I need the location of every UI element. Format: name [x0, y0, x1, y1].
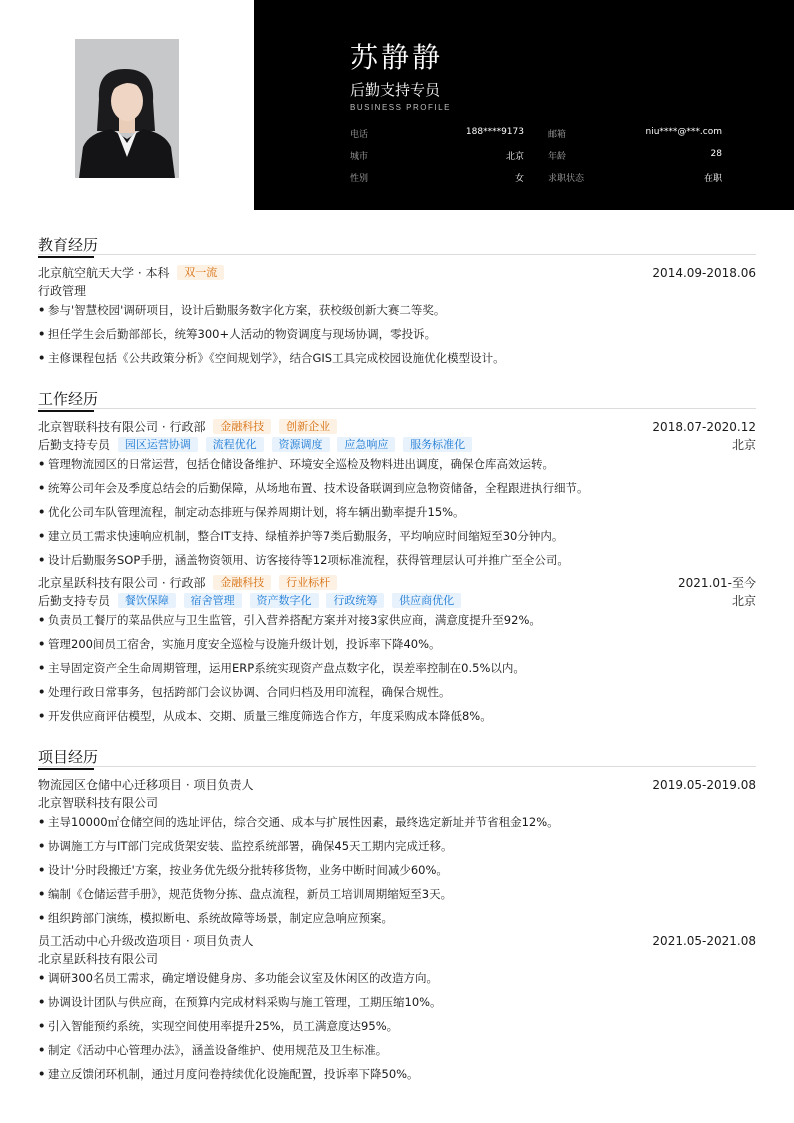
project-entry-header: [38, 933, 756, 949]
bullet-text: 协调施工方与IT部门完成货架安装、监控系统部署，确保45天工期内完成迁移。: [48, 839, 453, 853]
profile-info-panel: [254, 0, 794, 210]
list-item: • 协调设计团队与供应商，在预算内完成材料采购与施工管理，工期压缩10%。: [38, 995, 442, 1009]
bullet-text: 负责员工餐厅的菜品供应与卫生监管，引入营养搭配方案并对接3家供应商，满意度提升至92%。: [48, 613, 541, 627]
candidate-name: 苏静静: [350, 41, 444, 74]
school-tag: 双一流: [177, 265, 224, 280]
bullet-text: 参与'智慧校园'调研项目，设计后勤服务数字化方案，获校级创新大赛二等奖。: [48, 303, 446, 317]
work-date: 2021.01-至今: [678, 576, 756, 590]
work-role: 后勤支持专员: [38, 594, 111, 608]
info-label: 年龄: [548, 152, 567, 162]
list-item: • 负责员工餐厅的菜品供应与卫生监管，引入营养搭配方案并对接3家供应商，满意度提升至92%。: [38, 613, 541, 627]
skill-tag: 行政统筹: [326, 593, 384, 608]
info-label: 电话: [350, 130, 369, 140]
section-divider: [38, 408, 756, 409]
profile-photo: [75, 39, 179, 178]
project-org: [38, 951, 756, 967]
section-title-text: 工作经历: [38, 390, 99, 408]
info-label: 城市: [350, 152, 369, 162]
info-value: niu****@***.com: [645, 127, 722, 137]
project-org: [38, 795, 756, 811]
bullet-text: 引入智能预约系统，实现空间使用率提升25%，员工满意度达95%。: [48, 1019, 399, 1033]
education-date: 2014.09-2018.06: [652, 266, 756, 280]
project-date: 2021.05-2021.08: [652, 934, 756, 948]
company-tag: 行业标杆: [279, 575, 337, 590]
bullet-text: 主修课程包括《公共政策分析》《空间规划学》，结合GIS工具完成校园设施优化模型设计。: [48, 351, 505, 365]
skill-tag: 餐饮保障: [118, 593, 176, 608]
list-item: • 设计后勤服务SOP手册，涵盖物资领用、访客接待等12项标准流程，获得管理层认可并推广至全公司。: [38, 553, 569, 567]
section-title-text: 项目经历: [38, 748, 99, 766]
education-entry-header: [38, 265, 756, 281]
info-value: 北京: [505, 152, 524, 162]
section-divider: [38, 254, 756, 255]
list-item: • 制定《活动中心管理办法》，涵盖设备维护、使用规范及卫生标准。: [38, 1043, 388, 1057]
bullet-text: 制定《活动中心管理办法》，涵盖设备维护、使用规范及卫生标准。: [48, 1043, 388, 1057]
work-role: 后勤支持专员: [38, 438, 111, 452]
list-item: • 优化公司车队管理流程，制定动态排班与保养周期计划，将车辆出勤率提升15%。: [38, 505, 465, 519]
skill-tag: 资源调度: [272, 437, 330, 452]
company-tag: 金融科技: [213, 419, 271, 434]
bullet-text: 统筹公司年会及季度总结会的后勤保障，从场地布置、技术设备联调到应急物资储备，全程跟进执行细节。: [48, 481, 589, 495]
project-entry-header: [38, 777, 756, 793]
bullet-text: 设计'分时段搬迁'方案，按业务优先级分批转移货物，业务中断时间减少60%。: [48, 863, 448, 877]
section-underline: [38, 256, 94, 258]
skill-tag: 服务标准化: [403, 437, 472, 452]
bullet-text: 建立反馈闭环机制，通过月度问卷持续优化设施配置，投诉率下降50%。: [48, 1067, 419, 1081]
list-item: • 管理物流园区的日常运营，包括仓储设备维护、环境安全巡检及物料进出调度，确保仓库高效运转。: [38, 457, 554, 471]
bullet-text: 协调设计团队与供应商，在预算内完成材料采购与施工管理，工期压缩10%。: [48, 995, 442, 1009]
list-item: • 建立反馈闭环机制，通过月度问卷持续优化设施配置，投诉率下降50%。: [38, 1067, 419, 1081]
work-city: 北京: [731, 438, 756, 452]
info-value: 28: [710, 149, 722, 159]
project-date: 2019.05-2019.08: [652, 778, 756, 792]
section-underline: [38, 768, 94, 770]
education-major: [38, 283, 756, 299]
bullet-text: 设计后勤服务SOP手册，涵盖物资领用、访客接待等12项标准流程，获得管理层认可并推广至全公司。: [48, 553, 569, 567]
bullet-text: 主导10000㎡仓储空间的选址评估，综合交通、成本与扩展性因素，最终选定新址并节省租金12%。: [48, 815, 559, 829]
info-label: 邮箱: [548, 130, 567, 140]
project-title: 物流园区仓储中心迁移项目 · 项目负责人: [38, 778, 254, 792]
skill-tag: 供应商优化: [392, 593, 461, 608]
bullet-text: 组织跨部门演练，模拟断电、系统故障等场景，制定应急响应预案。: [48, 911, 393, 925]
bullet-text: 管理200间员工宿舍，实施月度安全巡检与设施升级计划，投诉率下降40%。: [48, 637, 441, 651]
bullet-text: 主导固定资产全生命周期管理，运用ERP系统实现资产盘点数字化，误差率控制在0.5%以内。: [48, 661, 525, 675]
portrait-image: [75, 39, 179, 178]
section-title-text: 教育经历: [38, 236, 99, 254]
project-org-text: 北京智联科技有限公司: [38, 796, 159, 810]
work-role-row: [38, 593, 756, 609]
info-value: 188****9173: [465, 127, 524, 137]
section-title-work: [38, 388, 98, 409]
list-item: • 处理行政日常事务，包括跨部门会议协调、合同归档及用印流程，确保合规性。: [38, 685, 451, 699]
bullet-text: 管理物流园区的日常运营，包括仓储设备维护、环境安全巡检及物料进出调度，确保仓库高效运转。: [48, 457, 554, 471]
list-item: • 主修课程包括《公共政策分析》《空间规划学》，结合GIS工具完成校园设施优化模型设计。: [38, 351, 505, 365]
work-city: 北京: [731, 594, 756, 608]
list-item: • 管理200间员工宿舍，实施月度安全巡检与设施升级计划，投诉率下降40%。: [38, 637, 441, 651]
section-title-education: [38, 234, 98, 255]
company-tag: 创新企业: [279, 419, 337, 434]
bullet-text: 开发供应商评估模型，从成本、交期、质量三维度筛选合作方，年度采购成本降低8%。: [48, 709, 492, 723]
project-org-text: 北京星跃科技有限公司: [38, 952, 159, 966]
list-item: • 编制《仓储运营手册》，规范货物分拣、盘点流程，新员工培训周期缩短至3天。: [38, 887, 453, 901]
section-underline: [38, 410, 94, 412]
list-item: • 统筹公司年会及季度总结会的后勤保障，从场地布置、技术设备联调到应急物资储备，全程跟进执行细节。: [38, 481, 589, 495]
work-company: 北京星跃科技有限公司 · 行政部: [38, 576, 206, 590]
work-entry-header: [38, 419, 756, 435]
info-label: 求职状态: [548, 174, 585, 184]
bullet-text: 编制《仓储运营手册》，规范货物分拣、盘点流程，新员工培训周期缩短至3天。: [48, 887, 453, 901]
bullet-text: 调研300名员工需求，确定增设健身房、多功能会议室及休闲区的改造方向。: [48, 971, 438, 985]
skill-tag: 宿舍管理: [184, 593, 242, 608]
bullet-text: 处理行政日常事务，包括跨部门会议协调、合同归档及用印流程，确保合规性。: [48, 685, 451, 699]
info-value: 女: [514, 174, 524, 184]
major-text: 行政管理: [38, 284, 87, 298]
list-item: • 主导10000㎡仓储空间的选址评估，综合交通、成本与扩展性因素，最终选定新址并节省租金12%。: [38, 815, 559, 829]
list-item: • 开发供应商评估模型，从成本、交期、质量三维度筛选合作方，年度采购成本降低8%。: [38, 709, 492, 723]
info-value: 在职: [703, 174, 722, 184]
list-item: • 主导固定资产全生命周期管理，运用ERP系统实现资产盘点数字化，误差率控制在0.5%以内。: [38, 661, 525, 675]
list-item: • 协调施工方与IT部门完成货架安装、监控系统部署，确保45天工期内完成迁移。: [38, 839, 453, 853]
bullet-text: 建立员工需求快速响应机制，整合IT支持、绿植养护等7类后勤服务，平均响应时间缩短至30分钟内。: [48, 529, 564, 543]
list-item: • 设计'分时段搬迁'方案，按业务优先级分批转移货物，业务中断时间减少60%。: [38, 863, 448, 877]
work-date: 2018.07-2020.12: [652, 420, 756, 434]
candidate-job-title: 后勤支持专员: [350, 81, 441, 99]
section-divider: [38, 766, 756, 767]
list-item: • 担任学生会后勤部部长，统筹300+人活动的物资调度与现场协调，零投诉。: [38, 327, 437, 341]
profile-header: [0, 0, 794, 210]
bullet-text: 担任学生会后勤部部长，统筹300+人活动的物资调度与现场协调，零投诉。: [48, 327, 437, 341]
list-item: • 参与'智慧校园'调研项目，设计后勤服务数字化方案，获校级创新大赛二等奖。: [38, 303, 446, 317]
skill-tag: 应急响应: [337, 437, 395, 452]
list-item: • 组织跨部门演练，模拟断电、系统故障等场景，制定应急响应预案。: [38, 911, 393, 925]
skill-tag: 资产数字化: [250, 593, 319, 608]
work-entry-header: [38, 575, 756, 591]
profile-subtitle: BUSINESS PROFILE: [350, 103, 451, 112]
skill-tag: 流程优化: [206, 437, 264, 452]
education-school: 北京航空航天大学 · 本科: [38, 266, 170, 280]
info-label: 性别: [350, 174, 369, 184]
bullet-text: 优化公司车队管理流程，制定动态排班与保养周期计划，将车辆出勤率提升15%。: [48, 505, 465, 519]
company-tag: 金融科技: [213, 575, 271, 590]
skill-tag: 园区运营协调: [118, 437, 198, 452]
work-company: 北京智联科技有限公司 · 行政部: [38, 420, 206, 434]
project-title: 员工活动中心升级改造项目 · 项目负责人: [38, 934, 254, 948]
list-item: • 调研300名员工需求，确定增设健身房、多功能会议室及休闲区的改造方向。: [38, 971, 438, 985]
list-item: • 建立员工需求快速响应机制，整合IT支持、绿植养护等7类后勤服务，平均响应时间缩短至30分钟内。: [38, 529, 564, 543]
list-item: • 引入智能预约系统，实现空间使用率提升25%，员工满意度达95%。: [38, 1019, 399, 1033]
work-role-row: [38, 437, 756, 453]
section-title-projects: [38, 746, 98, 767]
